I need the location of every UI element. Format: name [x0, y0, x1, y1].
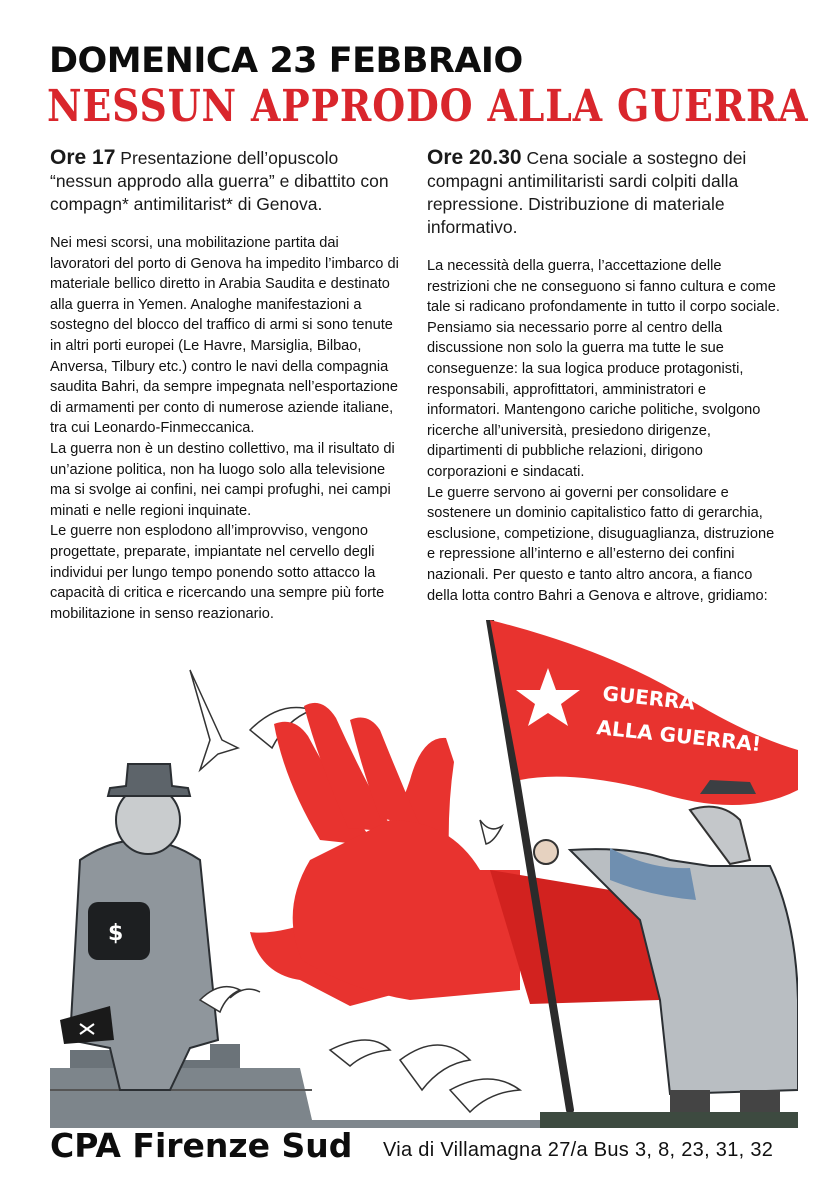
flag-text-line2: ALLA GUERRA!	[595, 715, 763, 757]
dollar-bag-symbol: $	[108, 921, 124, 946]
event-1-time: Ore 17	[50, 146, 116, 169]
left-column	[50, 146, 402, 624]
event-2-time: Ore 20.30	[427, 146, 522, 169]
left-paragraph-1: Nei mesi scorsi, una mobilitazione partita dai lavoratori del porto di Genova ha impedito l’imbarco di materiale bellico diretto in Arabia Saudita e destinato alla guerra in Yemen. Analoghe manifestazioni a sostegno del blocco del traffico di armi si sono tenute in altri porti europei (Le Havre, Marsiglia, Bilbao, Anversa, Tilbury etc.) contro le navi della compagnia saudita Bahri, da sempre impegnata nell’esportazione di armamenti per conto di numerose aziende italiane, tra cui Leonardo-Finmeccanica.	[50, 235, 399, 437]
illustration	[50, 620, 798, 1128]
flag-text-line1: GUERRA	[601, 681, 697, 715]
right-paragraph-2: Le guerre servono ai governi per consolidare e sostenere un dominio capitalistico fatto di gerarchia, esclusione, competizione, disuguaglianza, distruzione e repressione all’interno e all’esterno dei confini nazionali. Per questo e tanto altro ancora, a fianco della lotta contro Bahri a Genova e altrove, gridiamo:	[427, 484, 775, 604]
event-2-text: Cena sociale a sostegno dei compagni antimilitaristi sardi colpiti dalla repressione. Distribuzione di materiale informativo.	[427, 148, 747, 237]
event-1	[50, 146, 402, 216]
right-body	[427, 256, 783, 606]
right-column	[427, 146, 783, 606]
businessman-illustration	[60, 764, 218, 1090]
red-flag	[490, 620, 798, 805]
event-2	[427, 146, 783, 239]
address-and-buses: Via di Villamagna 27/a Bus 3, 8, 23, 31, 32	[383, 1139, 774, 1161]
left-paragraph-3: Le guerre non esplodono all’improvviso, vengono progettate, preparate, impiantate nel cervello degli individui per lungo tempo ponendo sotto attacco la capacità di critica e ricercando una sempre più forte mobilitazione in senso reazionario.	[50, 523, 385, 622]
left-paragraph-2: La guerra non è un destino collettivo, ma il risultato di un’azione politica, non ha luogo solo alla televisione ma si svolge ai confini, nei campi profughi, nei campi minati e nelle regioni inquinate.	[50, 440, 395, 519]
right-paragraph-1: La necessità della guerra, l’accettazione delle restrizioni che ne conseguono si fanno cultura e come tale si radicano profondamente in tutto il corpo sociale. Pensiamo sia necessario porre al centro della discussione non solo la guerra ma tutte le sue conseguenze: la sua logica produce protagonisti, responsabili, approfittatori, amministratori e informatori. Mantengono cariche politiche, svolgono ricerche all’università, presiedono dirigenze, dipartimenti di pubbliche relazioni, dirigono corporazioni e sindacati.	[427, 258, 780, 480]
event-1-text: Presentazione dell’opuscolo “nessun approdo alla guerra” e dibattito con compagn* antimilitarist* di Genova.	[50, 148, 389, 214]
footer	[50, 1124, 800, 1174]
organization-name: CPA Firenze Sud	[50, 1126, 353, 1165]
headline: NESSUN APPRODO ALLA GUERRA	[47, 81, 809, 132]
left-body	[50, 233, 402, 624]
event-date: DOMENICA 23 FEBBRAIO	[49, 41, 523, 81]
